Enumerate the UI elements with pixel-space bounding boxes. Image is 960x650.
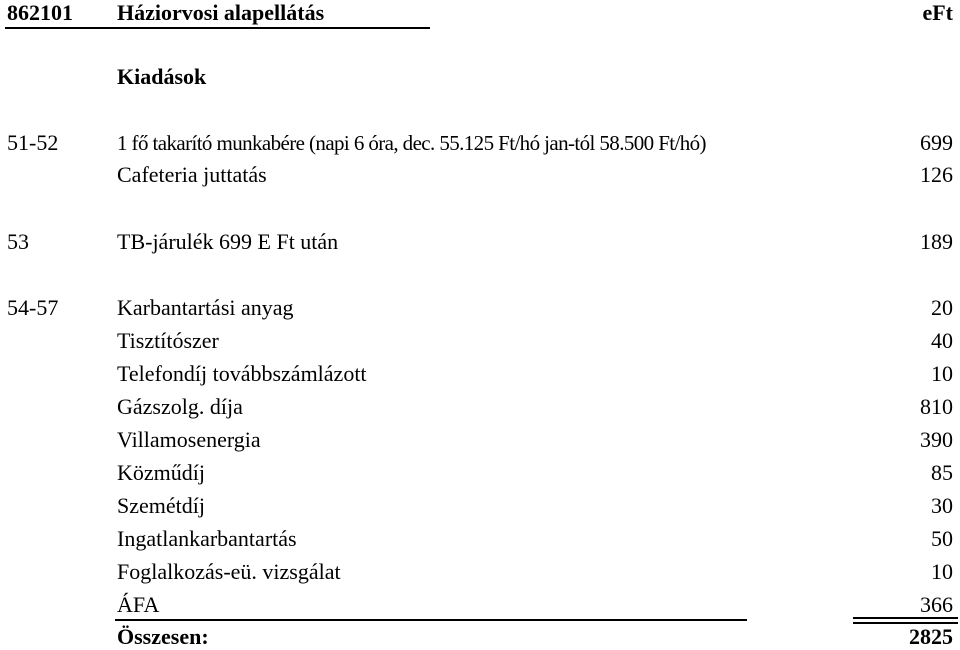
- section-title: Kiadások: [117, 64, 207, 89]
- item-label: Villamosenergia: [117, 427, 261, 452]
- item-value: 85: [931, 460, 953, 485]
- item-label: Közműdíj: [117, 460, 205, 485]
- account-code: 54-57: [7, 295, 59, 320]
- total-rule-left: [115, 619, 747, 621]
- item-value: 10: [931, 361, 953, 386]
- unit-label: eFt: [922, 0, 953, 25]
- total-label: Összesen:: [117, 624, 209, 649]
- account-code: 51-52: [7, 130, 59, 155]
- total-value: 2825: [909, 624, 953, 649]
- item-value: 50: [931, 526, 953, 551]
- item-label: Tisztítószer: [117, 328, 219, 353]
- item-label: Gázszolg. díja: [117, 394, 243, 419]
- item-value: 10: [931, 559, 953, 584]
- item-value: 366: [920, 592, 953, 617]
- total-double-rule-top: [853, 617, 958, 619]
- item-label: Karbantartási anyag: [117, 295, 294, 320]
- item-value: 189: [920, 229, 953, 254]
- item-value: 699: [920, 130, 953, 155]
- item-value: 390: [920, 427, 953, 452]
- item-label: 1 fő takarító munkabére (napi 6 óra, dec. 55.125 Ft/hó jan-tól 58.500 Ft/hó): [117, 131, 706, 155]
- item-label: Telefondíj továbbszámlázott: [117, 361, 367, 386]
- item-value: 40: [931, 328, 953, 353]
- item-label: Foglalkozás-eü. vizsgálat: [117, 559, 341, 584]
- item-value: 810: [920, 394, 953, 419]
- header-underline: [5, 27, 430, 29]
- header-code: 862101: [7, 0, 73, 25]
- item-label: Cafeteria juttatás: [117, 162, 267, 187]
- item-label: Ingatlankarbantartás: [117, 526, 297, 551]
- item-value: 20: [931, 295, 953, 320]
- item-label: ÁFA: [117, 592, 160, 617]
- item-label: Szemétdíj: [117, 493, 205, 518]
- account-code: 53: [7, 229, 29, 254]
- page-title: Háziorvosi alapellátás: [117, 0, 325, 25]
- item-value: 30: [931, 493, 953, 518]
- item-value: 126: [920, 162, 953, 187]
- item-label: TB-járulék 699 E Ft után: [117, 229, 339, 254]
